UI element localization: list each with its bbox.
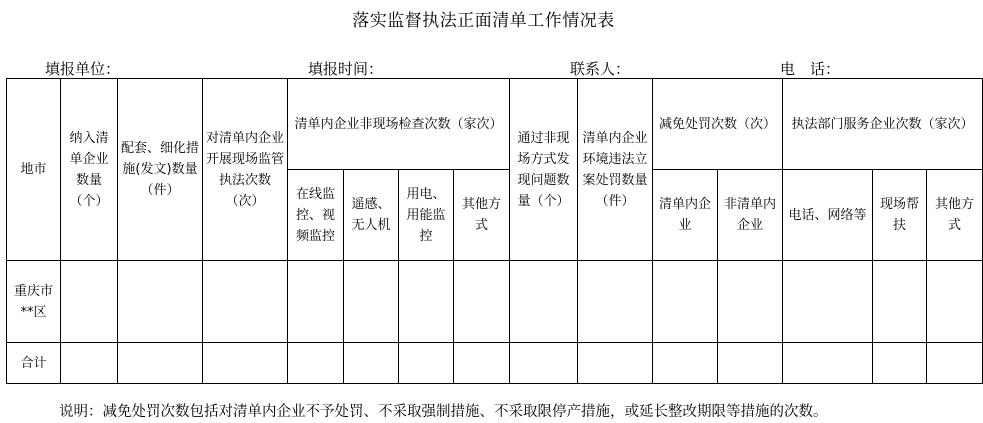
table-cell[interactable] [718,261,783,343]
report-table [6,78,983,384]
table-cell[interactable] [718,343,783,384]
header-measures: 配套、细化措施(发文)数量（件） [118,79,203,261]
table-cell[interactable] [653,343,718,384]
header-noncontact-remote: 遥感、无人机 [344,170,399,261]
table-cell[interactable] [344,261,399,343]
header-service-onsite: 现场帮扶 [873,170,927,261]
table-cell[interactable] [61,261,118,343]
header-exempt-listed: 清单内企业 [653,170,718,261]
table-cell[interactable] [578,261,653,343]
table-cell[interactable] [783,261,873,343]
phone-label: 电 话： [780,60,841,78]
header-service-group: 执法部门服务企业次数（家次） [783,79,983,170]
header-service-phone: 电话、网络等 [783,170,873,261]
table-cell[interactable] [288,343,344,384]
table-cell[interactable] [454,261,510,343]
table-cell[interactable] [510,261,578,343]
table-cell[interactable] [203,261,288,343]
header-problems-found: 通过非现场方式发现问题数量（个） [510,79,578,261]
header-region: 地市 [7,79,61,261]
table-cell[interactable] [783,343,873,384]
fill-unit-label: 填报单位： [45,60,121,78]
table-cell[interactable] [61,343,118,384]
table-cell[interactable] [288,261,344,343]
header-onsite-inspections: 对清单内企业开展现场监管执法次数（次） [203,79,288,261]
header-listed-count: 纳入清单企业数量（个） [61,79,118,261]
table-cell[interactable] [927,261,983,343]
fill-time-label: 填报时间： [308,60,384,78]
page-title: 落实监督执法正面清单工作情况表 [352,11,615,31]
table-cell[interactable] [578,343,653,384]
table-cell[interactable] [399,343,454,384]
table-row [7,261,983,343]
header-exempt-group: 减免处罚次数（次） [653,79,783,170]
header-noncontact-group: 清单内企业非现场检查次数（家次） [288,79,510,170]
table-cell[interactable] [203,343,288,384]
table-cell[interactable] [873,261,927,343]
table-cell[interactable] [399,261,454,343]
header-penalty-cases: 清单内企业环境违法立案处罚数量（件） [578,79,653,261]
table-cell[interactable] [454,343,510,384]
row-total: 合计 [7,343,61,384]
table-cell[interactable] [118,343,203,384]
table-cell[interactable] [873,343,927,384]
table-cell[interactable] [118,261,203,343]
header-service-other: 其他方式 [927,170,983,261]
row-region: 重庆市**区 [7,261,61,343]
table-cell[interactable] [653,261,718,343]
header-noncontact-online: 在线监控、视频监控 [288,170,344,261]
table-row [7,343,983,384]
table-cell[interactable] [344,343,399,384]
footnote: 说明：减免处罚次数包括对清单内企业不予处罚、不采取强制措施、不采取限停产措施，或延长整改期限等措施的次数。 [59,404,828,420]
table-cell[interactable] [927,343,983,384]
header-noncontact-power: 用电、用能监控 [399,170,454,261]
table-cell[interactable] [510,343,578,384]
header-exempt-unlisted: 非清单内企业 [718,170,783,261]
contact-label: 联系人： [570,60,631,78]
header-noncontact-other: 其他方式 [454,170,510,261]
